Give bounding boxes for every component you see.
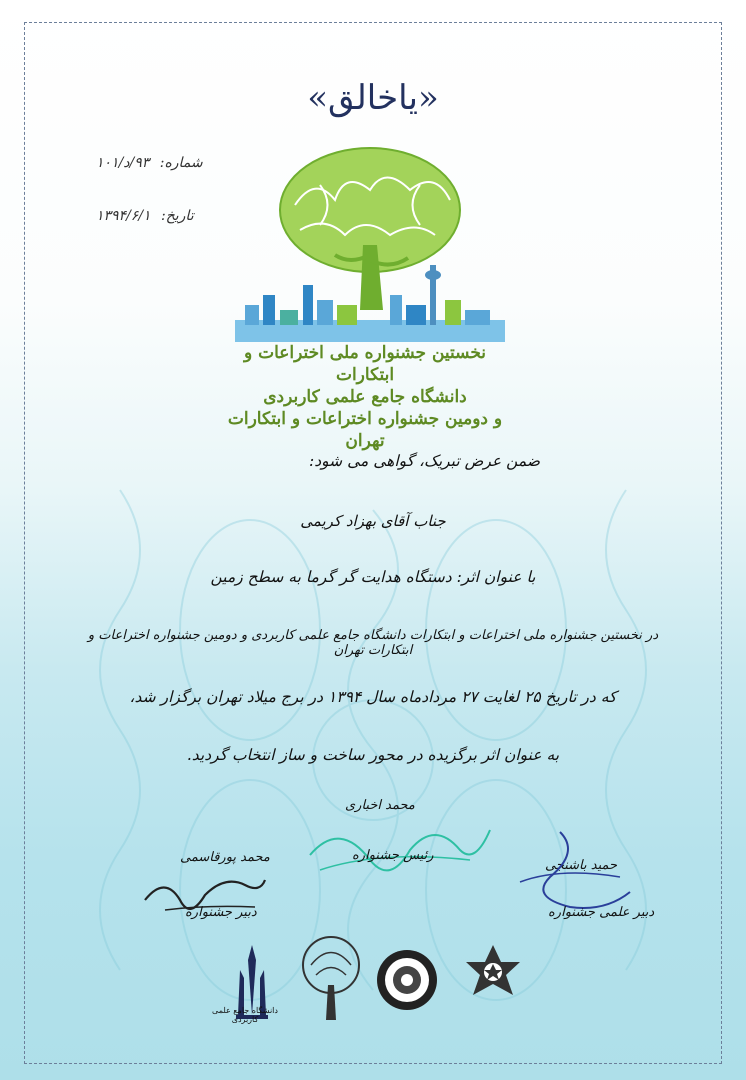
number-value: ۹۳/د/۱۰۱ bbox=[96, 155, 150, 171]
dates-line: که در تاریخ ۲۵ لغایت ۲۷ مردادماه سال ۱۳۹۴ در برج میلاد تهران برگزار شد، bbox=[129, 688, 617, 706]
center-signer-title: رئیس جشنواره bbox=[352, 848, 434, 863]
company-gear-logo bbox=[372, 945, 442, 1015]
date-value: ۱۳۹۴/۶/۱ bbox=[96, 208, 151, 224]
event-line-1: نخستین جشنواره ملی اختراعات و ابتکارات bbox=[243, 343, 487, 385]
right-signer-name: حمید باشنجی bbox=[545, 858, 618, 873]
work-title: با عنوان اثر: دستگاه هدایت گر گرما به سطح زمین bbox=[210, 568, 536, 586]
center-signer-name: محمد اخباری bbox=[345, 798, 415, 813]
left-signer-name: محمد پورقاسمی bbox=[180, 850, 270, 865]
number-line bbox=[96, 155, 203, 171]
number-label: شماره: bbox=[159, 155, 203, 171]
tehran-star-logo bbox=[458, 940, 528, 1020]
recipient: جناب آقای بهزاد کریمی bbox=[300, 512, 446, 530]
festival-line: در نخستین جشنواره ملی اختراعات و ابتکارات دانشگاه جامع علمی کاربردی و دومین جشنواره اختراعات و ابتکارات تهران bbox=[87, 628, 659, 658]
greeting: ضمن عرض تبریک، گواهی می شود: bbox=[309, 452, 540, 470]
event-logo bbox=[225, 135, 515, 365]
event-line-3: و دومین جشنواره اختراعات و ابتکارات تهران bbox=[227, 409, 503, 451]
selection-line: به عنوان اثر برگزیده در محور ساخت و ساز انتخاب گردید. bbox=[186, 746, 560, 764]
festival-tree-logo bbox=[296, 930, 366, 1025]
university-logo-caption: دانشگاه جامع علمی کاربردی bbox=[212, 1006, 278, 1024]
right-signer-title: دبیر علمی جشنواره bbox=[548, 905, 655, 920]
left-signer-title: دبیر جشنواره bbox=[185, 905, 257, 920]
event-name bbox=[215, 342, 515, 452]
date-line bbox=[96, 208, 194, 224]
date-label: تاریخ: bbox=[161, 208, 194, 224]
event-line-2: دانشگاه جامع علمی کاربردی bbox=[263, 387, 467, 407]
page-title: «یاخالق» bbox=[307, 78, 439, 118]
